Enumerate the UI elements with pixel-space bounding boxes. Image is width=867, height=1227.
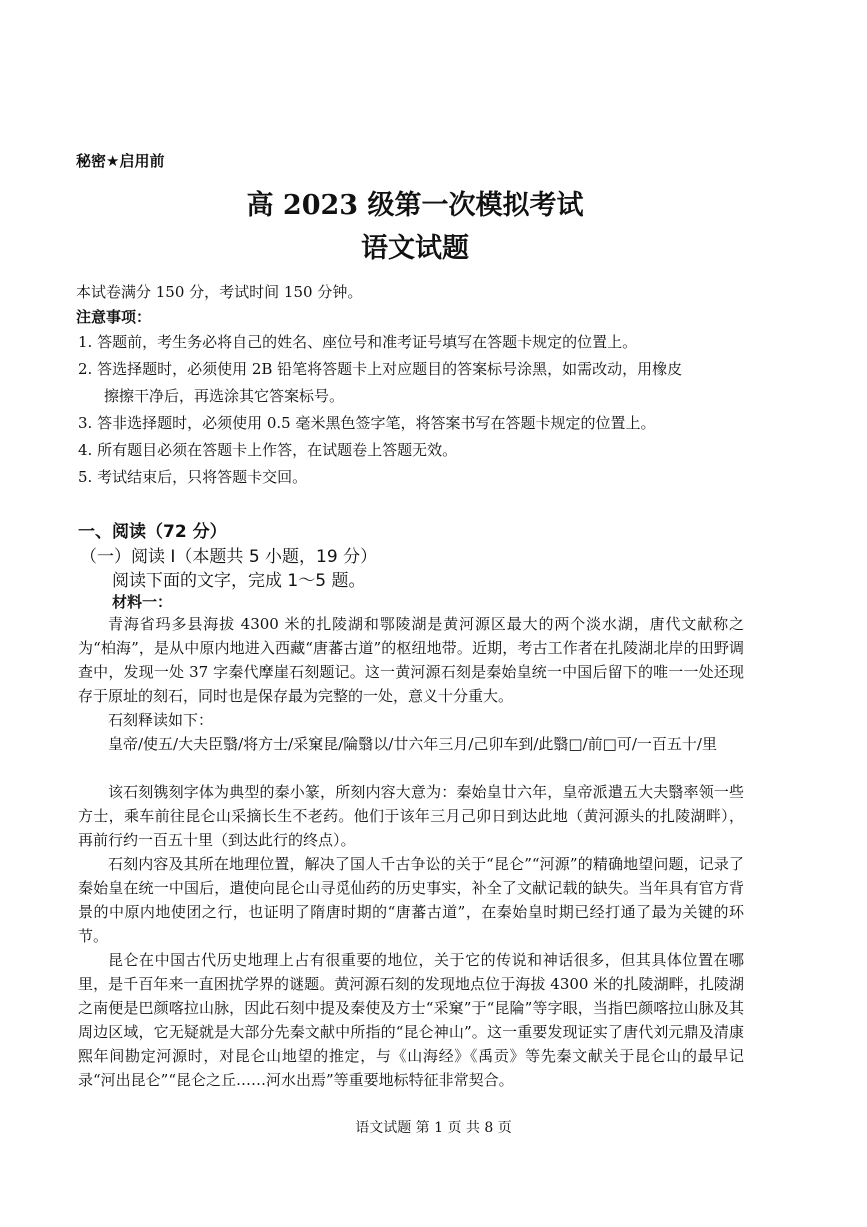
page-footer: 语文试题 第 1 页 共 8 页: [355, 1120, 512, 1136]
passage-paragraph: 该石刻镌刻字体为典型的秦小篆，所刻内容大意为：秦始皇廿六年，皇帝派遣五大夫翳率领一些方士，乘车前往昆仑山采摘长生不老药。他们于该年三月己卯日到达此地（黄河源头的扎陵湖畔），再前行约一百五十里（到达此行的终点）。: [78, 783, 744, 849]
note-item: 1. 答题前，考生务必将自己的姓名、座位号和准考证号填写在答题卡规定的位置上。: [78, 333, 638, 351]
passage-paragraph: 青海省玛多县海拔 4300 米的扎陵湖和鄂陵湖是黄河源区最大的两个淡水湖，唐代文献称之为“柏海”，是从中原内地进入西藏“唐蕃古道”的枢纽地带。近期，考古工作者在扎陵湖北岸的田野调查中，发现一处 37 字秦代摩崖石刻题记。这一黄河源石刻是秦始皇统一中国后留下的唯一一处还现存于原址的刻石，同时也是保存最为完整的一处，意义十分重大。: [78, 615, 744, 705]
passage-paragraph: 昆仑在中国古代历史地理上占有很重要的地位，关于它的传说和神话很多，但其具体位置在哪里，是千百年来一直困扰学界的谜题。黄河源石刻的发现地点位于海拔 4300 米的扎陵湖畔，扎陵湖之南便是巴颜喀拉山脉，因此石刻中提及秦使及方士“采窠”于“昆陯”等字眼，当指巴颜喀拉山脉及其周边区域，它无疑就是大部分先秦文献中所指的“昆仑神山”。这一重要发现证实了唐代刘元鼎及清康熙年间勘定河源时，对昆仑山地望的推定，与《山海经》《禹贡》等先秦文献关于昆仑山的最早记录“河出昆仑”“昆仑之丘……河水出焉”等重要地标特征非常契合。: [78, 951, 744, 1089]
material-label: 材料一：: [112, 593, 173, 611]
notes-heading: 注意事项：: [76, 308, 152, 326]
subsection-heading: （一）阅读 I（本题共 5 小题，19 分）: [80, 547, 378, 567]
exam-intro: 本试卷满分 150 分，考试时间 150 分钟。: [76, 283, 363, 301]
passage-paragraph: 石刻释读如下：: [108, 711, 214, 729]
exam-subtitle: 语文试题: [361, 233, 469, 264]
secret-mark: 秘密★启用前: [76, 152, 165, 170]
exam-title: 高 2023 级第一次模拟考试: [246, 190, 584, 221]
inscription-text: 皇帝/使五/大夫臣翳/将方士/采窠昆/陯翳以/廿六年三月/己卯车到/此翳□/前□可/一百五十/里: [108, 735, 717, 753]
note-item: 3. 答非选择题时，必须使用 0.5 毫米黑色签字笔，将答案书写在答题卡规定的位置上。: [78, 414, 656, 432]
note-item: 5. 考试结束后，只将答题卡交回。: [78, 468, 308, 486]
reading-direction: 阅读下面的文字，完成 1～5 题。: [112, 571, 366, 591]
note-item: 4. 所有题目必须在答题卡上作答，在试题卷上答题无效。: [78, 441, 458, 459]
note-item: 2. 答选择题时，必须使用 2B 铅笔将答题卡上对应题目的答案标号涂黑，如需改动，用橡皮: [78, 360, 683, 378]
note-item-continued: 擦擦干净后，再选涂其它答案标号。: [104, 387, 345, 405]
section-heading: 一、阅读（72 分）: [78, 522, 227, 542]
passage-paragraph: 石刻内容及其所在地理位置，解决了国人千古争讼的关于“昆仑”“河源”的精确地望问题，记录了秦始皇在统一中国后，遣使向昆仑山寻觅仙药的历史事实，补全了文献记载的缺失。当年具有官方背景的中原内地使团之行，也证明了隋唐时期的“唐蕃古道”，在秦始皇时期已经打通了最为关键的环节。: [78, 855, 744, 945]
